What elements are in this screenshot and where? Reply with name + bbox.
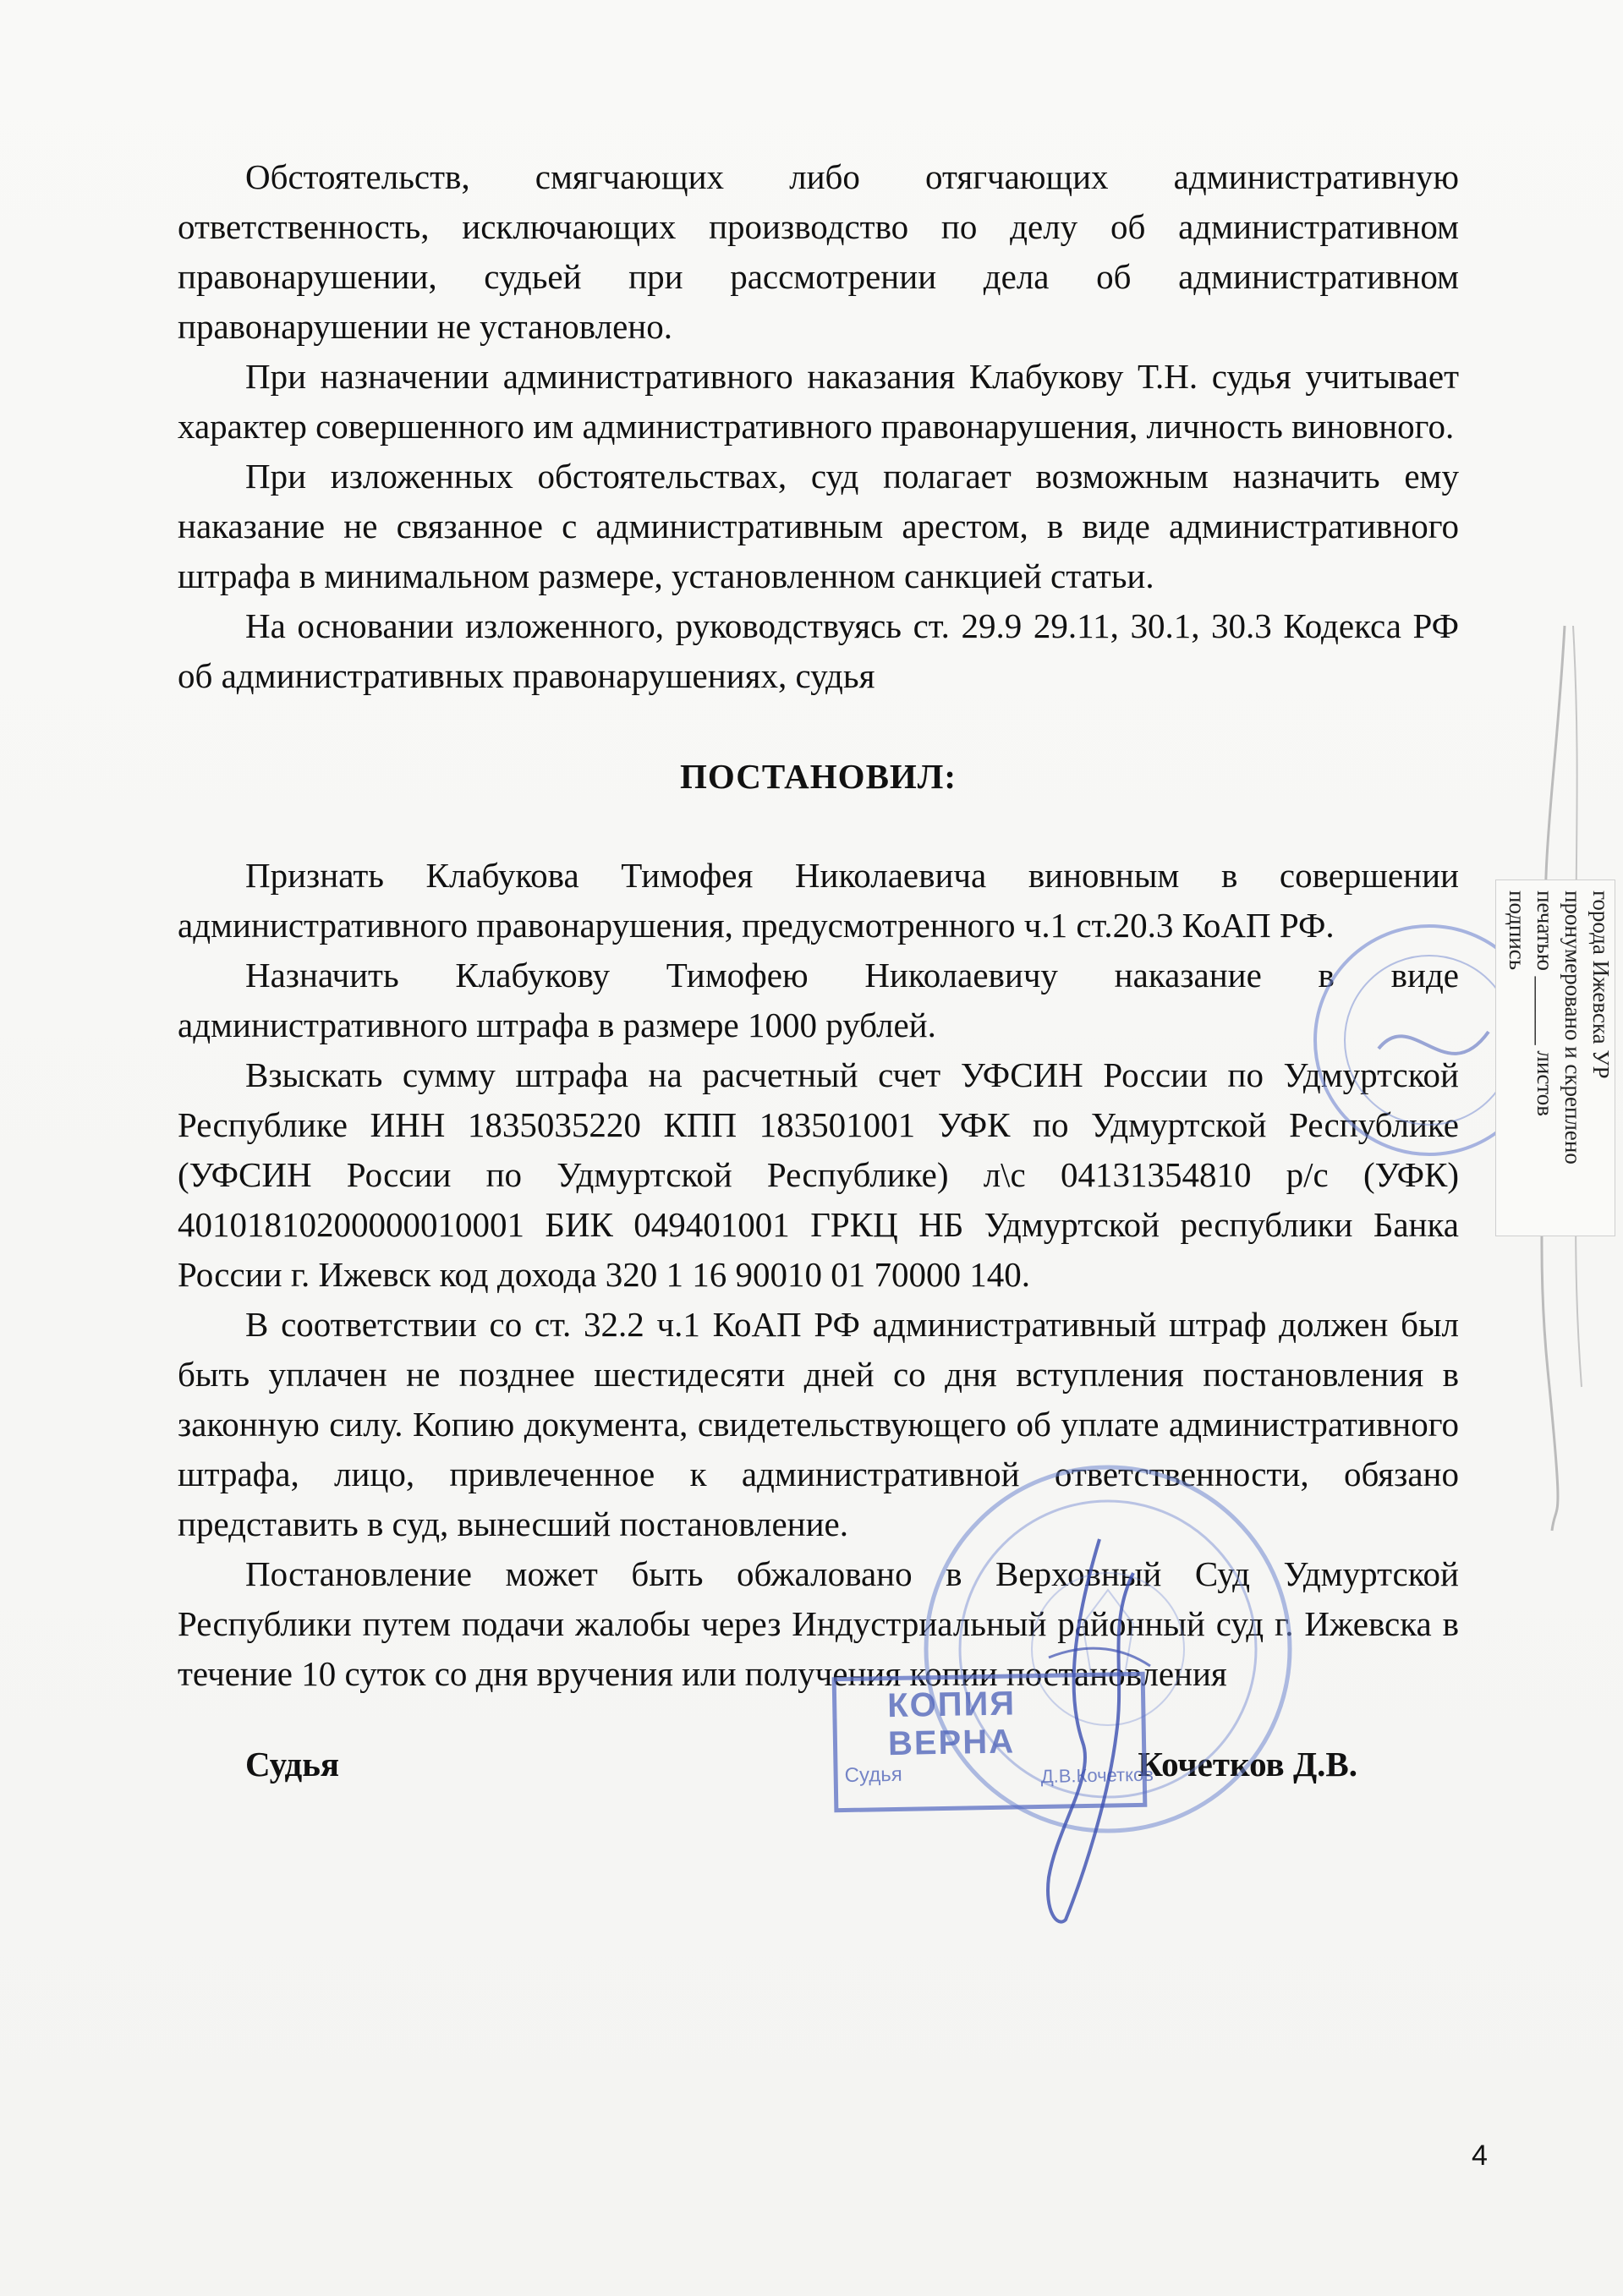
signature-name: Кочетков Д.В. [1138,1745,1357,1784]
binding-label-line3: печатью ______ листов [1533,890,1558,1117]
copy-stamp-name: Д.В.Кочетков [1040,1763,1154,1787]
resolution-fine: Назначить Клабукову Тимофею Николаевичу наказание в виде административного штрафа в размере 1000 рублей. [178,956,1459,1044]
binding-label-line4: подпись [1505,890,1530,971]
paragraph-legal-basis: На основании изложенного, руководствуясь ст. 29.9 29.11, 30.1, 30.3 Кодекса РФ об административных правонарушениях, судья [178,606,1459,695]
resolution-guilty: Признать Клабукова Тимофея Николаевича виновным в совершении административного правонарушения, предусмотренного ч.1 ст.20.3 КоАП РФ. [178,856,1459,945]
copy-stamp-role: Судья [844,1762,902,1787]
paragraph-circumstances: Обстоятельств, смягчающих либо отягчающих административную ответственность, исключающих производство по делу об административном правонарушении, судьей при рассмотрении дела об административном правонарушении не установлено. [178,157,1459,346]
page-number: 4 [1472,2140,1488,2172]
resolution-heading: ПОСТАНОВИЛ: [679,757,957,796]
binding-label-line2: пронумеровано и скреплено [1560,890,1586,1164]
binding-label-line1: города Ижевска УР [1588,890,1614,1079]
resolution-payment-deadline: В соответствии со ст. 32.2 ч.1 КоАП РФ административный штраф должен был быть уплачен не позднее шестидесяти дней со дня вступления постановления в законную силу. Копию документа, свидетельствующего об уплате административного штрафа, лицо, привлеченное к административной ответственности, обязано представить в суд, вынесший постановление. [178,1305,1459,1543]
document-body [178,152,1459,1790]
binding-certification-label [1495,879,1615,1236]
resolution-appeal: Постановление может быть обжаловано в Верховный Суд Удмуртской Республики путем подачи жалобы через Индустриальный районный суд г. Ижевска в течение 10 суток со дня вручения или получения копии постановления [178,1554,1459,1693]
paragraph-penalty-choice: При изложенных обстоятельствах, суд полагает возможным назначить ему наказание не связанное с административным арестом, в виде административного штрафа в минимальном размере, установленном санкцией статьи. [178,457,1459,595]
copy-verified-stamp [832,1672,1154,1812]
signature-row [178,1740,1459,1790]
copy-stamp-title: КОПИЯ ВЕРНА [886,1685,1017,1763]
signature-role: Судья [245,1745,340,1784]
paragraph-sentencing-factors: При назначении административного наказания Клабукову Т.Н. судья учитывает характер совершенного им административного правонарушения, личность виновного. [178,357,1459,446]
resolution-payment-details: Взыскать сумму штрафа на расчетный счет УФСИН России по Удмуртской Республике ИНН 1835035220 КПП 183501001 УФК по Удмуртской Республике (УФСИН России по Удмуртской Республике) л\с 04131354810 р/с (УФК) 40101810200000010001 БИК 049401001 ГРКЦ НБ Удмуртской республики Банка России г. Ижевск код дохода 320 1 16 90010 01 70000 140. [178,1055,1459,1294]
